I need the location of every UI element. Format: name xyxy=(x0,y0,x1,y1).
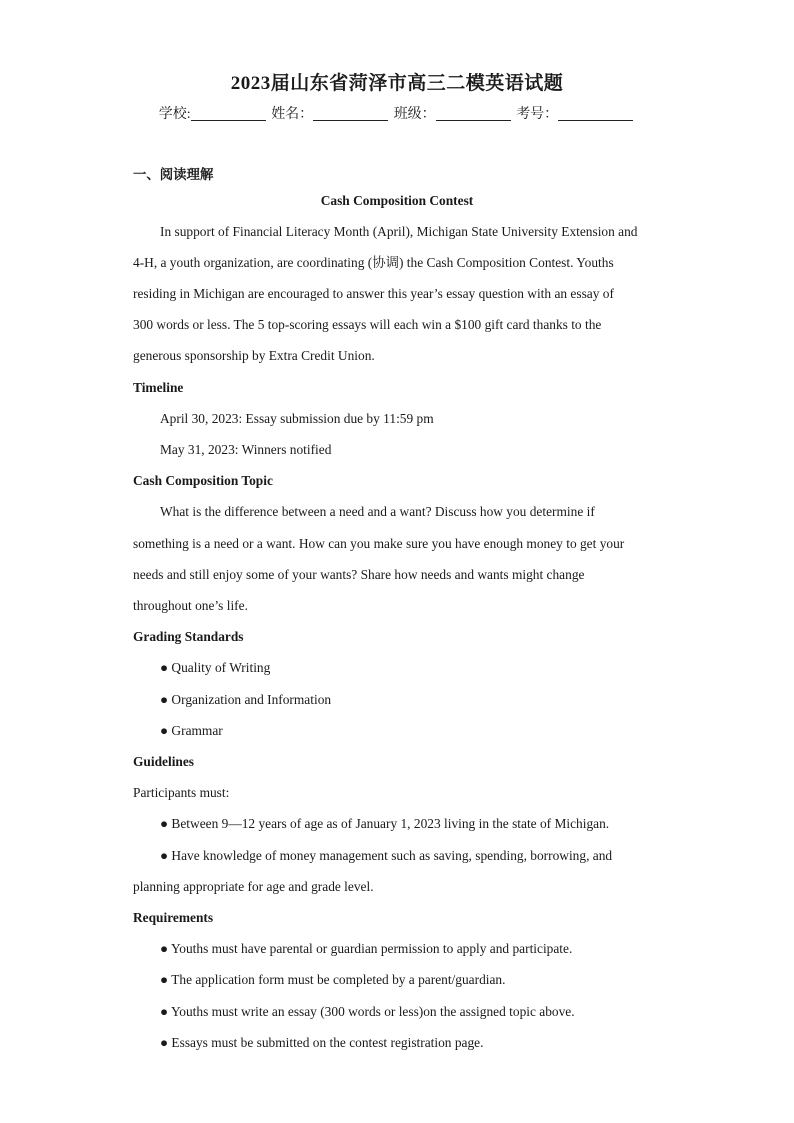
timeline-item: May 31, 2023: Winners notified xyxy=(160,442,332,457)
topic-line: needs and still enjoy some of your wants? Share how needs and wants might change xyxy=(133,567,585,582)
grading-heading: Grading Standards xyxy=(133,629,244,644)
grading-item: ● Grammar xyxy=(160,723,223,738)
school-label: 学校: xyxy=(158,107,191,122)
intro-line: residing in Michigan are encouraged to answer this year’s essay question with an essay of xyxy=(133,286,614,301)
topic-line: something is a need or a want. How can you make sure you have enough money to get your xyxy=(133,536,625,551)
number-blank[interactable] xyxy=(558,106,633,121)
intro-line: 4-H, a youth organization, are coordinating (协调) the Cash Composition Contest. Youths xyxy=(133,255,614,270)
student-info-row xyxy=(0,103,794,123)
school-blank[interactable] xyxy=(191,106,266,121)
guidelines-line: ● Have knowledge of money management such as saving, spending, borrowing, and xyxy=(160,848,613,863)
intro-line: generous sponsorship by Extra Credit Union. xyxy=(133,348,375,363)
topic-heading: Cash Composition Topic xyxy=(133,473,273,488)
name-label: 姓名： xyxy=(271,107,314,122)
grading-item: ● Organization and Information xyxy=(160,692,332,707)
article-title: Cash Composition Contest xyxy=(320,193,474,208)
class-label: 班级： xyxy=(393,107,436,122)
grading-item: ● Quality of Writing xyxy=(160,660,271,675)
requirements-heading: Requirements xyxy=(133,910,214,925)
number-label: 考号： xyxy=(516,107,559,122)
topic-line: What is the difference between a need and a want? Discuss how you determine if xyxy=(160,504,595,519)
timeline-heading: Timeline xyxy=(133,380,184,395)
intro-line: 300 words or less. The 5 top-scoring essays will each win a $100 gift card thanks to the xyxy=(133,317,602,332)
document-title: 2023届山东省菏泽市高三二模英语试题 xyxy=(230,73,564,94)
timeline-item: April 30, 2023: Essay submission due by 11:59 pm xyxy=(160,411,434,426)
name-blank[interactable] xyxy=(313,106,388,121)
topic-line: throughout one’s life. xyxy=(133,598,248,613)
requirement-item: ● Youths must have parental or guardian permission to apply and participate. xyxy=(160,941,573,956)
section-heading: 一、阅读理解 xyxy=(133,167,214,182)
requirement-item: ● Youths must write an essay (300 words or less)on the assigned topic above. xyxy=(160,1004,575,1019)
class-blank[interactable] xyxy=(436,106,511,121)
guidelines-line: planning appropriate for age and grade level. xyxy=(133,879,374,894)
guidelines-line: ● Between 9—12 years of age as of January 1, 2023 living in the state of Michigan. xyxy=(160,816,610,831)
requirement-item: ● The application form must be completed by a parent/guardian. xyxy=(160,972,506,987)
guidelines-heading: Guidelines xyxy=(133,754,195,769)
requirement-item: ● Essays must be submitted on the contest registration page. xyxy=(160,1035,484,1050)
guidelines-lead: Participants must: xyxy=(133,785,230,800)
intro-line: In support of Financial Literacy Month (April), Michigan State University Extension and xyxy=(160,224,638,239)
